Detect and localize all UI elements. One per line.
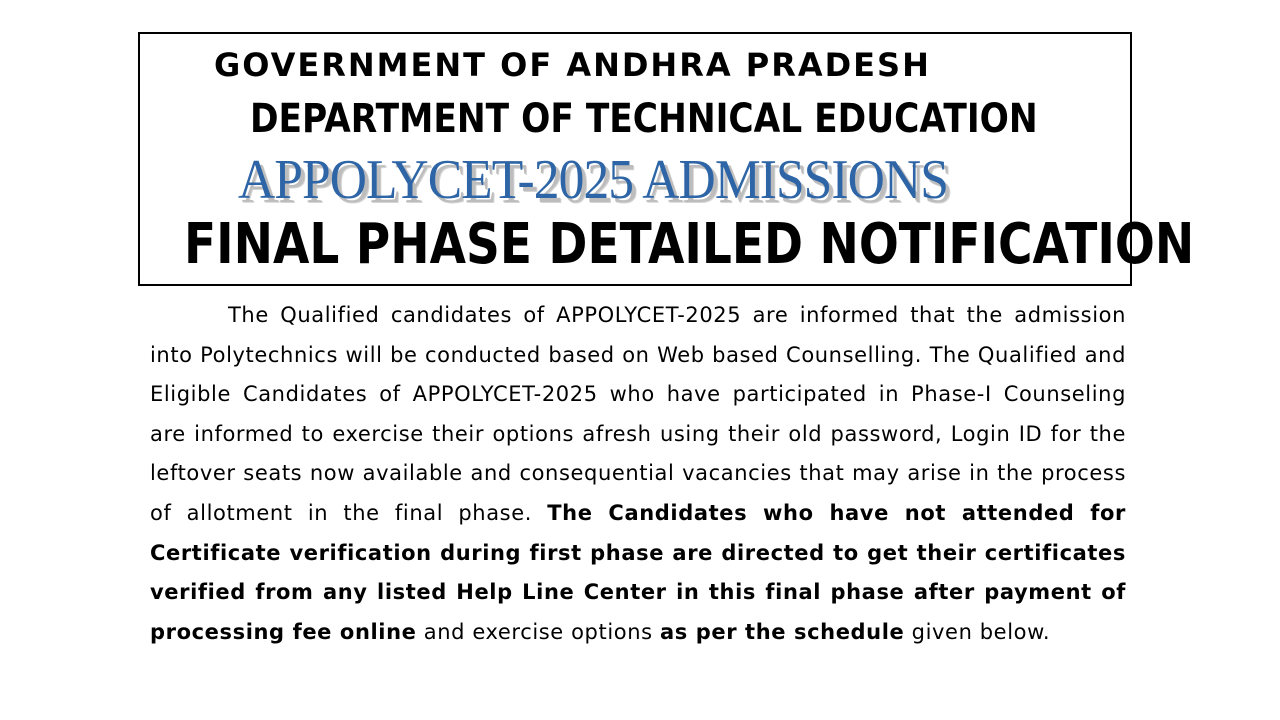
notification-header-box xyxy=(138,32,1195,286)
notice-text-verification-directive: The Candidates who have not attended for Certificate verification during first phase are directed to get their certificates verified from any listed Help Line Center in this final phase after payment of processing fee online xyxy=(150,500,1127,644)
government-title: GOVERNMENT OF ANDHRA PRADESH xyxy=(214,46,931,84)
notice-text-options: and exercise options xyxy=(423,619,653,644)
notification-title: FINAL PHASE DETAILED NOTIFICATION xyxy=(184,212,1195,277)
notice-text-schedule: as per the schedule xyxy=(659,619,905,644)
department-title: DEPARTMENT OF TECHNICAL EDUCATION xyxy=(250,96,1038,142)
notice-text-intro: The Qualified candidates of APPOLYCET-2025 are informed that the admission into Polytechnics will be conducted based on Web based Counselling. The Qualified and Eligible Candidates of APPOLYCET-2025 who have participated in Phase-I Counseling are informed to exercise their options afresh using their old password, Login ID for the leftover seats now available and consequential vacancies that may arise in the process of allotment in the final phase. xyxy=(150,303,1126,525)
notice-text-closing: given below. xyxy=(911,619,1051,644)
admissions-title: APPOLYCET-2025 ADMISSIONS xyxy=(238,149,948,211)
notice-paragraph xyxy=(150,296,1126,652)
